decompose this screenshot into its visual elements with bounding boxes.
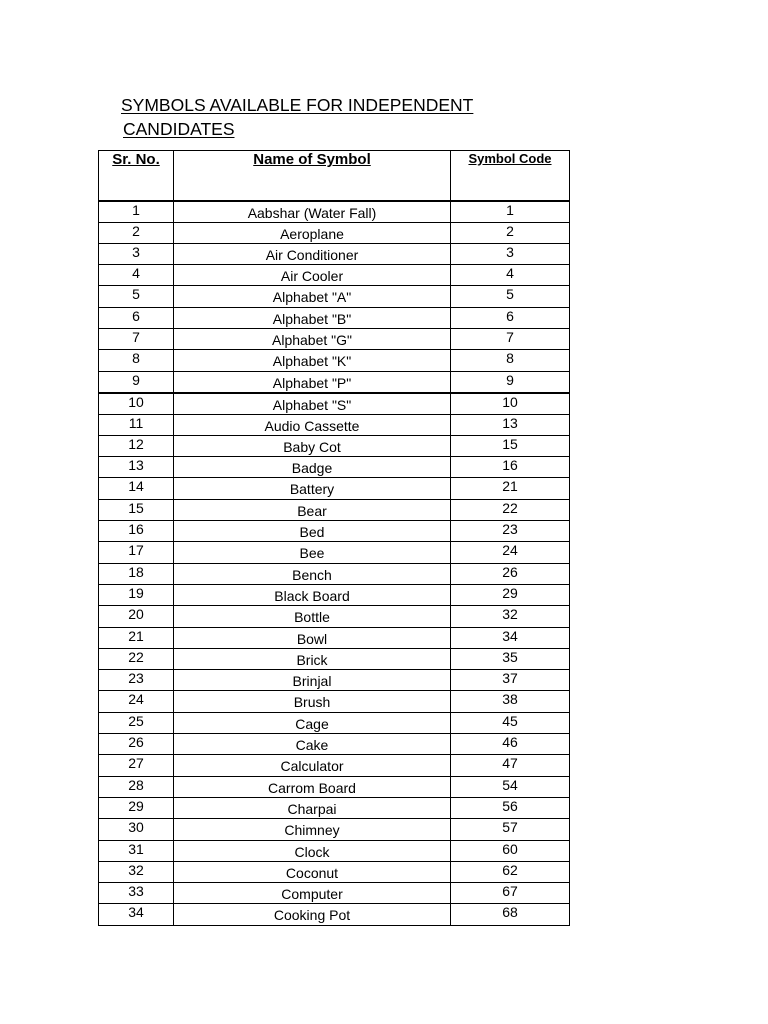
table-row xyxy=(99,350,570,371)
symbol-code-cell: 29 xyxy=(451,584,570,605)
table-row xyxy=(99,819,570,840)
symbol-code-cell: 62 xyxy=(451,861,570,882)
sr-no-cell: 14 xyxy=(99,478,174,499)
table-row xyxy=(99,457,570,478)
table-row xyxy=(99,861,570,882)
symbol-code-cell: 45 xyxy=(451,712,570,733)
symbol-code-cell: 4 xyxy=(451,265,570,286)
table-row xyxy=(99,691,570,712)
symbol-name-cell: Baby Cot xyxy=(174,435,451,456)
table-row xyxy=(99,670,570,691)
sr-no-cell: 27 xyxy=(99,755,174,776)
sr-no-cell: 20 xyxy=(99,606,174,627)
symbol-code-cell: 60 xyxy=(451,840,570,861)
symbol-name-cell: Air Conditioner xyxy=(174,243,451,264)
symbol-code-cell: 34 xyxy=(451,627,570,648)
sr-no-cell: 11 xyxy=(99,414,174,435)
symbol-name-cell: Alphabet "K" xyxy=(174,350,451,371)
table-row xyxy=(99,883,570,904)
table-row xyxy=(99,435,570,456)
symbol-code-cell: 1 xyxy=(451,201,570,223)
symbol-name-cell: Alphabet "G" xyxy=(174,328,451,349)
document-title-line-2 xyxy=(121,117,511,141)
symbol-name-cell: Brush xyxy=(174,691,451,712)
table-row xyxy=(99,393,570,415)
symbol-name-cell: Bed xyxy=(174,521,451,542)
symbol-code-cell: 7 xyxy=(451,328,570,349)
symbol-name-cell: Brick xyxy=(174,648,451,669)
symbol-name-cell: Coconut xyxy=(174,861,451,882)
symbol-code-cell: 57 xyxy=(451,819,570,840)
header-name-of-symbol-label: Name of Symbol xyxy=(253,151,371,168)
symbol-code-cell: 13 xyxy=(451,414,570,435)
header-sr-no xyxy=(99,151,174,201)
table-row xyxy=(99,563,570,584)
symbol-name-cell: Battery xyxy=(174,478,451,499)
sr-no-cell: 15 xyxy=(99,499,174,520)
sr-no-cell: 23 xyxy=(99,670,174,691)
header-row xyxy=(99,151,570,201)
sr-no-cell: 1 xyxy=(99,201,174,223)
table-row xyxy=(99,648,570,669)
header-sr-no-label: Sr. No. xyxy=(112,151,160,168)
sr-no-cell: 24 xyxy=(99,691,174,712)
symbol-code-cell: 46 xyxy=(451,734,570,755)
symbol-code-cell: 56 xyxy=(451,797,570,818)
symbol-code-cell: 35 xyxy=(451,648,570,669)
sr-no-cell: 32 xyxy=(99,861,174,882)
symbol-code-cell: 22 xyxy=(451,499,570,520)
symbol-code-cell: 68 xyxy=(451,904,570,925)
symbol-code-cell: 21 xyxy=(451,478,570,499)
table-row xyxy=(99,286,570,307)
table-row xyxy=(99,755,570,776)
symbols-table-header xyxy=(99,151,570,201)
symbol-name-cell: Cooking Pot xyxy=(174,904,451,925)
symbol-name-cell: Bear xyxy=(174,499,451,520)
table-row xyxy=(99,414,570,435)
symbol-name-cell: Carrom Board xyxy=(174,776,451,797)
table-row xyxy=(99,797,570,818)
symbol-code-cell: 9 xyxy=(451,371,570,393)
symbol-name-cell: Alphabet "S" xyxy=(174,393,451,415)
table-row xyxy=(99,328,570,349)
sr-no-cell: 34 xyxy=(99,904,174,925)
table-row xyxy=(99,712,570,733)
symbol-name-cell: Audio Cassette xyxy=(174,414,451,435)
sr-no-cell: 31 xyxy=(99,840,174,861)
symbol-code-cell: 8 xyxy=(451,350,570,371)
sr-no-cell: 22 xyxy=(99,648,174,669)
symbol-code-cell: 38 xyxy=(451,691,570,712)
table-row xyxy=(99,542,570,563)
symbol-name-cell: Calculator xyxy=(174,755,451,776)
table-row xyxy=(99,265,570,286)
sr-no-cell: 28 xyxy=(99,776,174,797)
table-row xyxy=(99,606,570,627)
sr-no-cell: 17 xyxy=(99,542,174,563)
symbol-name-cell: Badge xyxy=(174,457,451,478)
symbol-name-cell: Computer xyxy=(174,883,451,904)
table-row xyxy=(99,307,570,328)
symbol-code-cell: 47 xyxy=(451,755,570,776)
table-row xyxy=(99,371,570,393)
table-row xyxy=(99,521,570,542)
symbol-name-cell: Brinjal xyxy=(174,670,451,691)
table-row xyxy=(99,201,570,223)
symbol-code-cell: 26 xyxy=(451,563,570,584)
sr-no-cell: 33 xyxy=(99,883,174,904)
symbol-name-cell: Bee xyxy=(174,542,451,563)
sr-no-cell: 2 xyxy=(99,222,174,243)
sr-no-cell: 29 xyxy=(99,797,174,818)
sr-no-cell: 4 xyxy=(99,265,174,286)
sr-no-cell: 25 xyxy=(99,712,174,733)
symbol-code-cell: 6 xyxy=(451,307,570,328)
sr-no-cell: 30 xyxy=(99,819,174,840)
symbol-name-cell: Bench xyxy=(174,563,451,584)
table-row xyxy=(99,478,570,499)
symbol-name-cell: Aeroplane xyxy=(174,222,451,243)
document-title-line-1: SYMBOLS AVAILABLE FOR INDEPENDENT xyxy=(121,95,474,115)
symbol-code-cell: 54 xyxy=(451,776,570,797)
table-row xyxy=(99,776,570,797)
document-title-line-2-text: CANDIDATES xyxy=(123,119,235,139)
table-row xyxy=(99,584,570,605)
symbol-code-cell: 15 xyxy=(451,435,570,456)
sr-no-cell: 3 xyxy=(99,243,174,264)
table-row xyxy=(99,243,570,264)
symbol-code-cell: 67 xyxy=(451,883,570,904)
symbol-code-cell: 3 xyxy=(451,243,570,264)
sr-no-cell: 5 xyxy=(99,286,174,307)
symbol-name-cell: Charpai xyxy=(174,797,451,818)
symbol-name-cell: Clock xyxy=(174,840,451,861)
document-title xyxy=(121,93,511,141)
sr-no-cell: 12 xyxy=(99,435,174,456)
symbol-name-cell: Alphabet "P" xyxy=(174,371,451,393)
table-row xyxy=(99,627,570,648)
symbol-code-cell: 10 xyxy=(451,393,570,415)
table-row xyxy=(99,904,570,925)
sr-no-cell: 9 xyxy=(99,371,174,393)
symbol-code-cell: 16 xyxy=(451,457,570,478)
symbol-name-cell: Air Cooler xyxy=(174,265,451,286)
sr-no-cell: 13 xyxy=(99,457,174,478)
symbol-name-cell: Bowl xyxy=(174,627,451,648)
table-row xyxy=(99,840,570,861)
symbols-table-body xyxy=(99,201,570,926)
sr-no-cell: 7 xyxy=(99,328,174,349)
symbol-name-cell: Aabshar (Water Fall) xyxy=(174,201,451,223)
header-symbol-code-label: Symbol Code xyxy=(468,151,552,166)
sr-no-cell: 6 xyxy=(99,307,174,328)
symbol-name-cell: Alphabet "B" xyxy=(174,307,451,328)
symbol-code-cell: 32 xyxy=(451,606,570,627)
sr-no-cell: 10 xyxy=(99,393,174,415)
sr-no-cell: 19 xyxy=(99,584,174,605)
sr-no-cell: 26 xyxy=(99,734,174,755)
symbol-code-cell: 37 xyxy=(451,670,570,691)
symbol-name-cell: Chimney xyxy=(174,819,451,840)
symbol-name-cell: Bottle xyxy=(174,606,451,627)
table-row xyxy=(99,734,570,755)
table-row xyxy=(99,222,570,243)
sr-no-cell: 16 xyxy=(99,521,174,542)
symbol-name-cell: Cake xyxy=(174,734,451,755)
header-name-of-symbol xyxy=(174,151,451,201)
symbols-table xyxy=(98,150,570,926)
symbol-code-cell: 24 xyxy=(451,542,570,563)
symbol-name-cell: Black Board xyxy=(174,584,451,605)
sr-no-cell: 21 xyxy=(99,627,174,648)
symbol-code-cell: 2 xyxy=(451,222,570,243)
header-symbol-code xyxy=(451,151,570,201)
sr-no-cell: 18 xyxy=(99,563,174,584)
sr-no-cell: 8 xyxy=(99,350,174,371)
symbol-code-cell: 5 xyxy=(451,286,570,307)
symbol-code-cell: 23 xyxy=(451,521,570,542)
symbol-name-cell: Cage xyxy=(174,712,451,733)
symbol-name-cell: Alphabet "A" xyxy=(174,286,451,307)
table-row xyxy=(99,499,570,520)
